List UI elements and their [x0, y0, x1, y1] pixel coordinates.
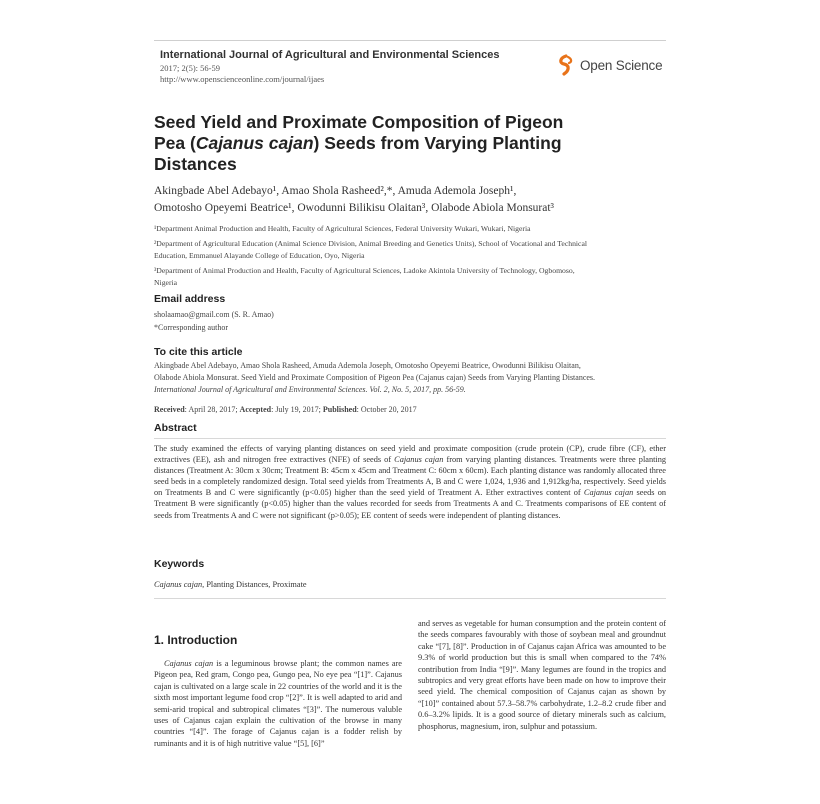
- intro-right-column: and serves as vegetable for human consumption and the protein content of the seeds compares favourably with those of soybean meal and groundnut cake “[7], [8]”. Production in of Cajanus cajan Africa was amounted to be 9.3% of world production but this is small when compared to the 74% contribution from India “[9]”. Many legumes are found in the tropics and subtropics and very great efforts have been made on how to improve their seed yield. The chemical composition of Cajanus cajan as shown by “[10]” contained about 57.3–58.7% carbohydrate, 1.2–8.2 crude fiber and 0.6–3.2% lipids. It is a good source of dietary minerals such as calcium, phosphorus, magnesium, iron, sulphur and potassium.: [418, 619, 666, 731]
- publisher-name: Open Science: [580, 57, 663, 73]
- authors-line-1: Akingbade Abel Adebayo¹, Amao Shola Rasheed²,*, Amuda Ademola Joseph¹,: [154, 185, 517, 197]
- article-dates: Received: April 28, 2017; Accepted: July 19, 2017; Published: October 20, 2017: [154, 405, 417, 414]
- email-heading: Email address: [154, 293, 226, 305]
- intro-left-column: Cajanus cajan is a leguminous browse plant; the common names are Pigeon pea, Red gram, Congo pea, Gungo pea, No eye pea “[1]”. Cajanus cajan is cultivated on a large scale in 22 countries of the world and it is the sixth most important legume food crop “[2]”. It is well adapted to arid and semi-arid tropical and subtropical climates “[3]”. The numerous valuble uses of Cajanus cajan explain the cultivation of the browse in many countries “[4]”. The forage of Cajanus cajan is a fodder relish by ruminants and it is of high nutritive value “[5], [6]”: [154, 659, 402, 748]
- affiliation-3: ³Department of Animal Production and Health, Faculty of Agricultural Sciences, Ladoke Akintola University of Technology, Ogbomoso,: [154, 266, 575, 275]
- affiliation-1: ¹Department Animal Production and Health, Faculty of Agricultural Sciences, Federal University Wukari, Wukari, Nigeria: [154, 224, 531, 233]
- title-line-1: Seed Yield and Proximate Composition of Pigeon: [154, 112, 564, 132]
- email-address[interactable]: sholaamao@gmail.com (S. R. Amao): [154, 310, 274, 319]
- author-list: [154, 183, 674, 217]
- abstract-rule-top: [154, 438, 666, 439]
- intro-heading: 1. Introduction: [154, 633, 238, 647]
- article-title: [154, 112, 674, 175]
- affiliation-2: ²Department of Agricultural Education (Animal Science Division, Animal Breeding and Genetics Units), School of Vocational and Technical: [154, 239, 588, 248]
- journal-volume: 2017; 2(5): 56-59: [160, 63, 220, 73]
- journal-url[interactable]: http://www.openscienceonline.com/journal/ijaes: [160, 74, 325, 84]
- cite-line-3: International Journal of Agricultural and Environmental Sciences. Vol. 2, No. 5, 2017, pp. 56-59.: [154, 385, 466, 394]
- abstract-heading: Abstract: [154, 422, 197, 434]
- corresponding-note: *Corresponding author: [154, 323, 228, 332]
- journal-name: International Journal of Agricultural and Environmental Sciences: [160, 49, 500, 61]
- publisher-logo: [556, 54, 662, 76]
- keywords-heading: Keywords: [154, 558, 205, 570]
- keywords-rule: [154, 598, 666, 599]
- header-rule: [154, 40, 666, 41]
- cite-heading: To cite this article: [154, 346, 243, 358]
- title-species: Cajanus cajan: [195, 133, 314, 153]
- cite-line-1: Akingbade Abel Adebayo, Amao Shola Rasheed, Amuda Ademola Joseph, Omotosho Opeyemi Beatrice, Owodunni Bilikisu Olaitan,: [154, 361, 581, 370]
- abstract-body: The study examined the effects of varying planting distances on seed yield and proximate composition (crude protein (CP), crude fibre (CF), ether extractives (EE), ash and nitrogen free extractives (NFE) of seeds of Cajanus cajan from varying planting distances. Treatments were three planting distances (Treatment A: 30cm x 30cm; Treatment B: 45cm x 45cm and Treatment C: 60cm x 60cm). Each planting distance was randomly allocated three seed beds in a completely randomized design. Total seed yields from Treatments A, B and C were 1,024, 1,936 and 1,912kg/ha, respectively. Seed yields on Treatments B and C were significantly (p<0.05) higher than the seed yield of Treatment A. Ether extractives content of Cajanus cajan seeds on Treatment B were significantly (p<0.05) higher than the values recorded for seeds from Treatments A and C. Treatments comparisons of EE content of seeds from Treatments A and C were not significant (p>0.05); EE content of seeds were independent of planting distances.: [154, 444, 667, 520]
- authors-line-2: Omotosho Opeyemi Beatrice¹, Owodunni Bilikisu Olaitan³, Olabode Abiola Monsurat³: [154, 202, 555, 214]
- keywords-list: Cajanus cajan, Planting Distances, Proximate: [154, 580, 307, 589]
- cite-line-2: Olabode Abiola Monsurat. Seed Yield and Proximate Composition of Pigeon Pea (Cajanus cajan) Seeds from Varying Planting Distances.: [154, 373, 596, 382]
- affiliation-2-cont: Education, Emmanuel Alayande College of Education, Oyo, Nigeria: [154, 251, 365, 260]
- open-science-logo-icon: [556, 54, 576, 76]
- affiliation-3-cont: Nigeria: [154, 278, 178, 287]
- title-line-2: Pea (Cajanus cajan) Seeds from Varying Planting: [154, 133, 562, 153]
- title-line-3: Distances: [154, 154, 237, 174]
